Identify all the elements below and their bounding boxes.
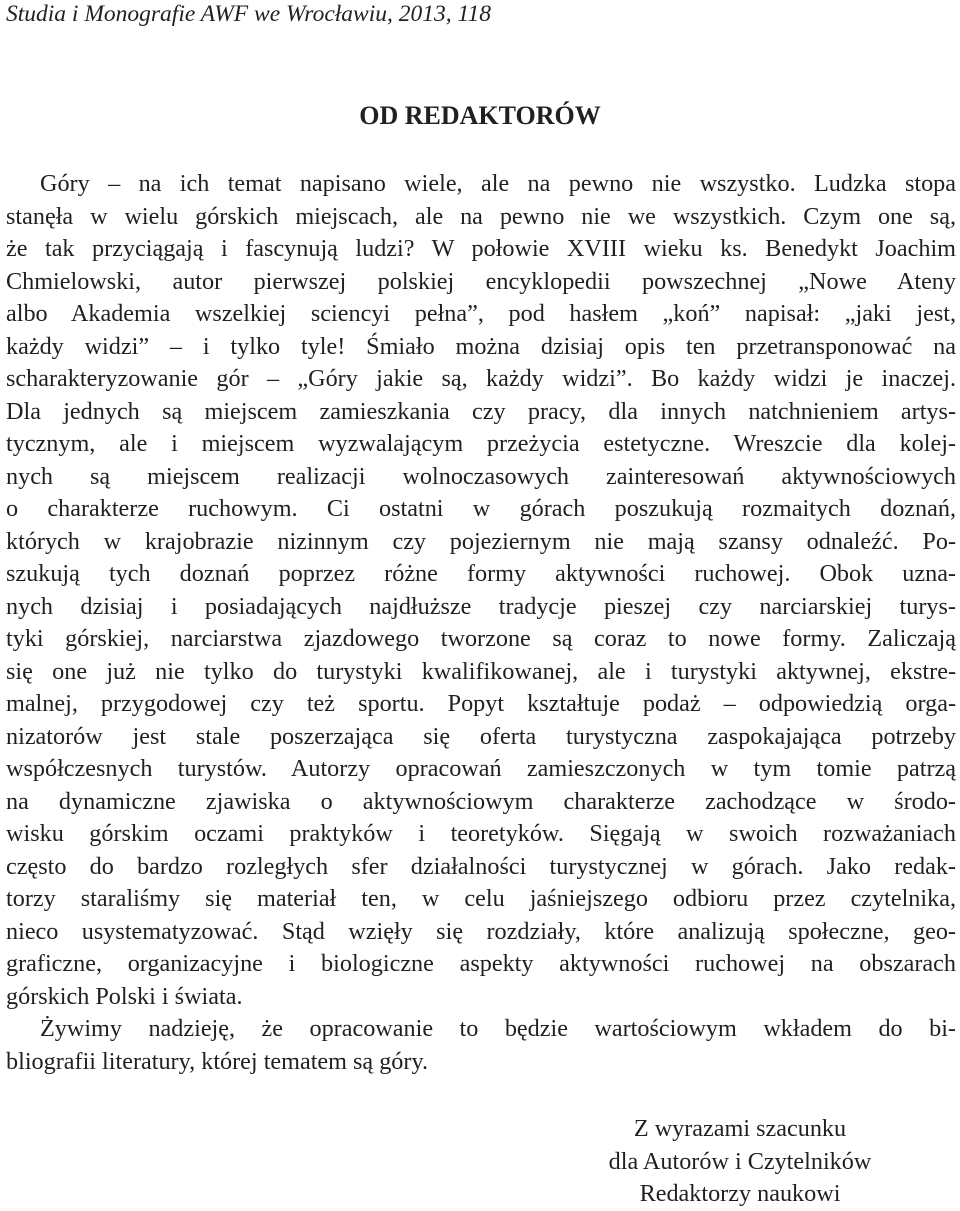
paragraph-1 xyxy=(6,168,956,1013)
text-line: szukują tych doznań poprzez różne formy aktywności ruchowej. Obok uzna- xyxy=(6,560,956,587)
signature-line: dla Autorów i Czytelników xyxy=(608,1147,872,1175)
text-line: graficzne, organizacyjne i biologiczne aspekty aktywności ruchowej na obszarach xyxy=(6,950,956,977)
text-line: wisku górskim oczami praktyków i teoretyków. Sięgają w swoich rozważaniach xyxy=(6,820,956,847)
signature-line: Z wyrazami szacunku xyxy=(633,1115,847,1142)
text-line: Żywimy nadzieję, że opracowanie to będzie wartościowym wkładem do bi- xyxy=(40,1015,956,1042)
text-line: Dla jednych są miejscem zamieszkania czy pracy, dla innych natchnieniem artys- xyxy=(6,397,956,425)
text-line: torzy staraliśmy się materiał ten, w celu jaśniejszego odbioru przez czytelnika, xyxy=(6,885,956,912)
text-line: nieco usystematyzować. Stąd wzięły się rozdziały, które analizują społeczne, geo- xyxy=(6,917,956,945)
text-line: scharakteryzowanie gór – „Góry jakie są, każdy widzi”. Bo każdy widzi je inaczej. xyxy=(6,365,956,392)
running-head: Studia i Monografie AWF we Wrocławiu, 2013, 118 xyxy=(6,1,491,27)
text-line: albo Akademia wszelkiej sciencyi pełna”, pod hasłem „koń” napisał: „jaki jest, xyxy=(6,300,956,327)
paragraph-2 xyxy=(6,1013,956,1078)
text-line: się one już nie tylko do turystyki kwalifikowanej, ale i turystyki aktywnej, ekstre- xyxy=(6,657,956,685)
text-line: na dynamiczne zjawiska o aktywnościowym charakterze zachodzące w środo- xyxy=(6,787,956,815)
text-line: często do bardzo rozległych sfer działalności turystycznej w górach. Jako redak- xyxy=(6,852,956,880)
signature-block xyxy=(560,1113,920,1211)
text-line: nych są miejscem realizacji wolnoczasowych zainteresowań aktywnościowych xyxy=(6,462,956,490)
article-body xyxy=(6,168,956,1078)
text-line: bliografii literatury, której tematem są góry. xyxy=(6,1047,429,1075)
text-line: Chmielowski, autor pierwszej polskiej encyklopedii powszechnej „Nowe Ateny xyxy=(6,267,956,295)
text-line: stanęła w wielu górskich miejscach, ale na pewno nie we wszystkich. Czym one są, xyxy=(6,202,956,230)
page-title: OD REDAKTORÓW xyxy=(359,101,601,130)
text-line: tycznym, ale i miejscem wyzwalającym przeżycia estetyczne. Wreszcie dla kolej- xyxy=(6,430,956,457)
text-line: tyki górskiej, narciarstwa zjazdowego tworzone są coraz to nowe formy. Zaliczają xyxy=(6,625,956,652)
text-line: których w krajobrazie nizinnym czy pojeziernym nie mają szansy odnaleźć. Po- xyxy=(6,527,956,555)
text-line: o charakterze ruchowym. Ci ostatni w górach poszukują rozmaitych doznań, xyxy=(6,495,956,522)
text-line: nych dzisiaj i posiadających najdłuższe tradycje pieszej czy narciarskiej turys- xyxy=(6,592,956,620)
text-line: Góry – na ich temat napisano wiele, ale na pewno nie wszystko. Ludzka stopa xyxy=(40,170,956,197)
text-line: każdy widzi” – i tylko tyle! Śmiało można dzisiaj opis ten przetransponować na xyxy=(6,332,956,360)
text-line: nizatorów jest stale poszerzająca się oferta turystyczna zaspokajająca potrzeby xyxy=(6,722,956,750)
text-line: że tak przyciągają i fascynują ludzi? W połowie XVIII wieku ks. Benedykt Joachim xyxy=(6,235,956,262)
text-line: górskich Polski i świata. xyxy=(6,982,243,1010)
signature-line: Redaktorzy naukowi xyxy=(639,1180,841,1207)
text-line: współczesnych turystów. Autorzy opracowań zamieszczonych w tym tomie patrzą xyxy=(6,755,956,782)
text-line: malnej, przygodowej czy też sportu. Popyt kształtuje podaż – odpowiedzią orga- xyxy=(6,690,956,717)
